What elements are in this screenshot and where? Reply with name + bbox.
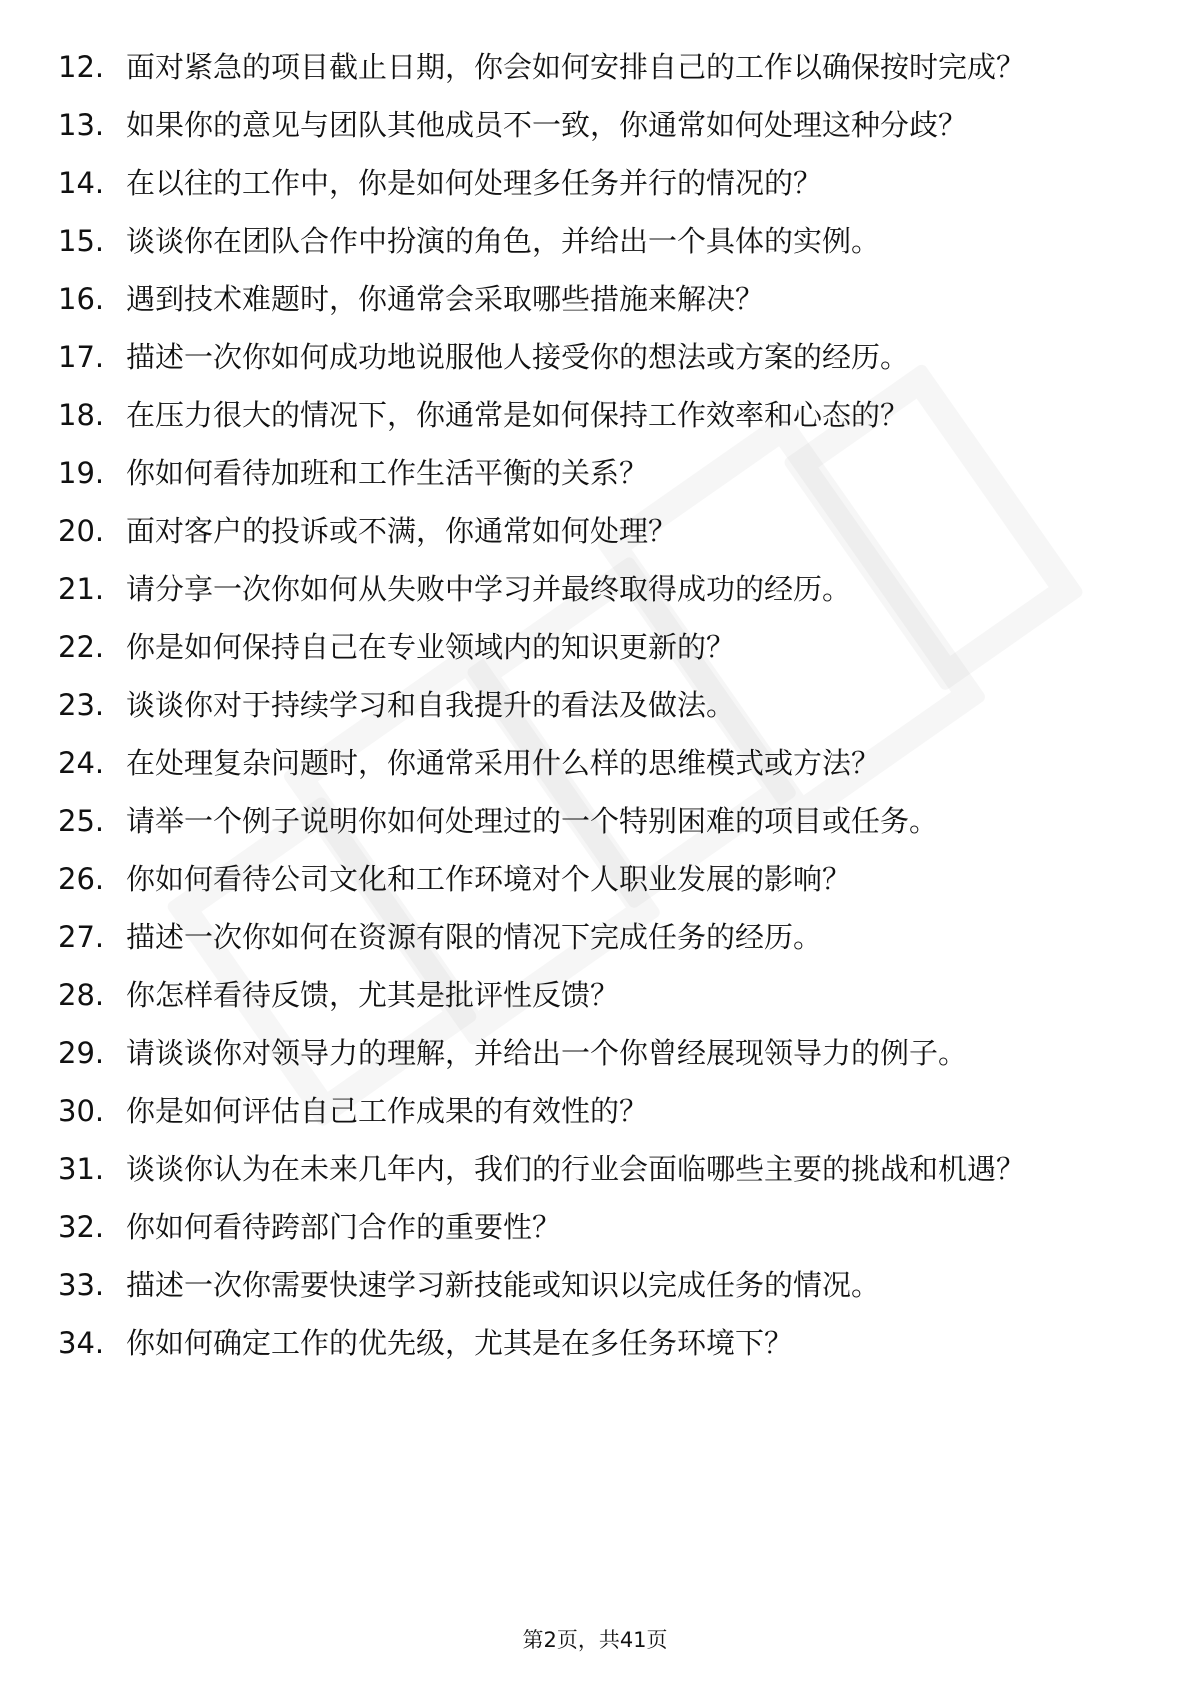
question-text: 在处理复杂问题时，你通常采用什么样的思维模式或方法？ (126, 746, 881, 780)
question-number: 30. (58, 1094, 105, 1128)
question-text: 遇到技术难题时，你通常会采取哪些措施来解决？ (126, 282, 765, 316)
list-item (0, 222, 1190, 260)
question-text: 你如何看待公司文化和工作环境对个人职业发展的影响？ (126, 862, 852, 896)
question-number: 33. (58, 1268, 105, 1302)
list-item (0, 280, 1190, 318)
question-number: 18. (58, 398, 105, 432)
question-text: 请分享一次你如何从失败中学习并最终取得成功的经历。 (126, 572, 852, 606)
list-item (0, 1150, 1190, 1188)
question-text: 你是如何评估自己工作成果的有效性的？ (126, 1094, 649, 1128)
question-text: 你如何看待加班和工作生活平衡的关系？ (126, 456, 649, 490)
list-item (0, 106, 1190, 144)
question-number: 28. (58, 978, 105, 1012)
list-item (0, 396, 1190, 434)
question-text: 描述一次你如何成功地说服他人接受你的想法或方案的经历。 (126, 340, 910, 374)
question-number: 12. (58, 50, 105, 84)
list-item (0, 1092, 1190, 1130)
list-item (0, 1324, 1190, 1362)
list-item (0, 1208, 1190, 1246)
list-item (0, 1034, 1190, 1072)
question-number: 25. (58, 804, 105, 838)
list-item (0, 48, 1190, 86)
question-number: 19. (58, 456, 105, 490)
question-number: 31. (58, 1152, 105, 1186)
question-number: 34. (58, 1326, 105, 1360)
question-text: 在压力很大的情况下，你通常是如何保持工作效率和心态的？ (126, 398, 910, 432)
list-item (0, 454, 1190, 492)
question-text: 面对紧急的项目截止日期，你会如何安排自己的工作以确保按时完成？ (126, 50, 1026, 84)
list-item (0, 628, 1190, 666)
question-text: 你怎样看待反馈，尤其是批评性反馈？ (126, 978, 620, 1012)
question-number: 22. (58, 630, 105, 664)
question-list (0, 48, 1190, 1382)
question-text: 谈谈你在团队合作中扮演的角色，并给出一个具体的实例。 (126, 224, 881, 258)
question-text: 你是如何保持自己在专业领域内的知识更新的？ (126, 630, 736, 664)
question-text: 描述一次你如何在资源有限的情况下完成任务的经历。 (126, 920, 823, 954)
question-text: 描述一次你需要快速学习新技能或知识以完成任务的情况。 (126, 1268, 881, 1302)
question-number: 27. (58, 920, 105, 954)
question-number: 23. (58, 688, 105, 722)
list-item (0, 686, 1190, 724)
question-text: 你如何看待跨部门合作的重要性？ (126, 1210, 562, 1244)
list-item (0, 802, 1190, 840)
list-item (0, 860, 1190, 898)
question-number: 24. (58, 746, 105, 780)
question-number: 29. (58, 1036, 105, 1070)
question-number: 16. (58, 282, 105, 316)
question-text: 请举一个例子说明你如何处理过的一个特别困难的项目或任务。 (126, 804, 939, 838)
question-number: 26. (58, 862, 105, 896)
question-number: 13. (58, 108, 105, 142)
question-number: 15. (58, 224, 105, 258)
page-footer: 第2页，共41页 (522, 1628, 668, 1652)
question-text: 你如何确定工作的优先级，尤其是在多任务环境下？ (126, 1326, 794, 1360)
list-item (0, 570, 1190, 608)
list-item (0, 164, 1190, 202)
question-text: 请谈谈你对领导力的理解，并给出一个你曾经展现领导力的例子。 (126, 1036, 968, 1070)
question-number: 17. (58, 340, 105, 374)
list-item (0, 512, 1190, 550)
list-item (0, 1266, 1190, 1304)
question-number: 20. (58, 514, 105, 548)
question-number: 21. (58, 572, 105, 606)
question-number: 14. (58, 166, 105, 200)
question-number: 32. (58, 1210, 105, 1244)
list-item (0, 976, 1190, 1014)
question-text: 在以往的工作中，你是如何处理多任务并行的情况的？ (126, 166, 823, 200)
list-item (0, 338, 1190, 376)
list-item (0, 918, 1190, 956)
question-text: 谈谈你认为在未来几年内，我们的行业会面临哪些主要的挑战和机遇？ (126, 1152, 1026, 1186)
list-item (0, 744, 1190, 782)
question-text: 如果你的意见与团队其他成员不一致，你通常如何处理这种分歧？ (126, 108, 968, 142)
question-text: 面对客户的投诉或不满，你通常如何处理？ (126, 514, 678, 548)
question-text: 谈谈你对于持续学习和自我提升的看法及做法。 (126, 688, 736, 722)
